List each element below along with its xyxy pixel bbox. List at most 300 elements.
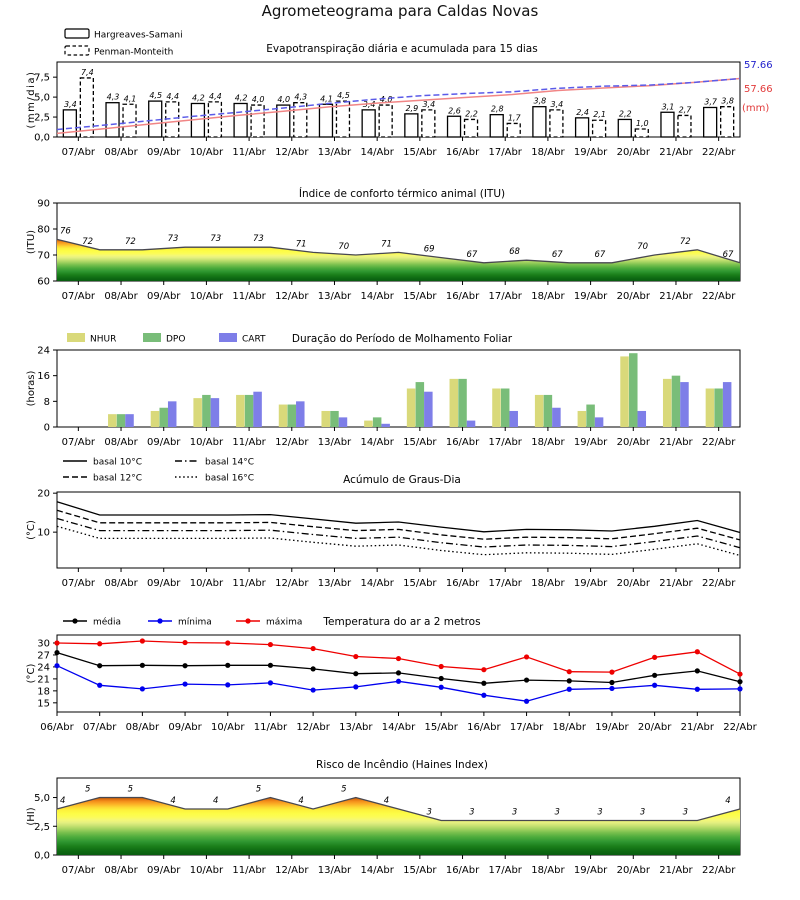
x-tick-label: 11/Abr [232,147,266,158]
x-tick-label: 21/Abr [659,291,693,302]
accumulated-unit-label: (mm) [742,103,770,114]
marker-média [225,663,230,668]
bar-cart [638,411,647,427]
bar-cart [467,421,476,427]
x-tick-label: 16/Abr [467,722,501,733]
y-tick-label: 16 [37,371,50,383]
x-tick-label: 08/Abr [104,147,138,158]
point-value-label: 3 [597,807,603,818]
x-tick-label: 19/Abr [573,291,608,302]
bar-hargreaves [704,107,717,137]
bar-hargreaves [106,103,119,137]
x-tick-label: 10/Abr [211,722,245,733]
bar-cart [381,424,390,427]
bar-dpo [245,395,254,427]
point-value-label: 72 [124,236,136,247]
bar-penman [422,110,435,137]
point-value-label: 3 [511,807,518,818]
bar-nhur [492,389,501,428]
marker-mínima [268,680,273,685]
legend-label: média [93,617,122,628]
x-tick-label: 18/Abr [531,147,565,158]
subplot-title: Duração do Período de Molhamento Foliar [291,333,513,345]
marker-mínima [524,699,529,704]
x-tick-label: 13/Abr [317,291,352,302]
x-tick-label: 11/Abr [232,291,266,302]
y-tick-label: 70 [37,250,50,262]
x-tick-label: 15/Abr [403,865,437,876]
y-tick-label: 15 [37,698,50,710]
subplot-title: Temperatura do ar a 2 metros [323,616,481,628]
marker-média [353,671,358,676]
bar-nhur [706,389,715,428]
bar-cart [595,417,604,427]
y-tick-label: 27 [37,650,50,662]
point-value-label: 3 [639,807,646,818]
x-tick-label: 07/Abr [61,865,96,876]
marker-mínima [311,687,316,692]
x-tick-label: 12/Abr [275,291,309,302]
marker-máxima [524,654,529,659]
marker-mínima [225,682,230,687]
x-tick-label: 09/Abr [147,291,181,302]
marker-máxima [609,670,614,675]
marker-máxima [695,649,700,654]
bar-hargreaves [277,105,290,137]
marker-mínima [140,686,145,691]
y-axis-label: (°C) [26,520,37,540]
point-value-label: 67 [551,249,563,260]
bar-penman [635,129,648,137]
legend-label: DPO [166,334,186,345]
point-value-label: 71 [381,239,392,250]
marker-média [311,666,316,671]
bar-hargreaves [618,119,631,137]
bar-value-label: 4,0 [251,95,265,105]
y-tick-label: 30 [37,638,50,650]
x-tick-label: 14/Abr [360,578,394,589]
bar-nhur [578,411,587,427]
y-tick-label: 7,5 [34,72,50,84]
penman-total-annotation: 57.66 [744,60,773,71]
x-tick-label: 19/Abr [595,722,629,733]
bar-dpo [629,353,638,427]
x-tick-label: 18/Abr [531,437,565,448]
bar-nhur [108,414,117,427]
legend-swatch [67,333,85,342]
bar-value-label: 1,0 [635,119,649,129]
point-value-label: 3 [426,807,432,818]
bar-penman [379,105,392,137]
bar-value-label: 4,1 [123,94,137,104]
chart-haines [26,759,740,876]
point-value-label: 3 [554,807,560,818]
x-tick-label: 20/Abr [616,865,650,876]
x-tick-label: 08/Abr [104,865,138,876]
marker-média [396,670,401,675]
y-tick-label: 24 [37,345,50,357]
x-tick-label: 14/Abr [360,147,394,158]
x-tick-label: 20/Abr [616,291,650,302]
bar-nhur [450,379,459,427]
x-tick-label: 15/Abr [403,437,437,448]
legend-swatch [143,333,161,342]
legend-label: Hargreaves-Samani [94,30,183,41]
legend-label: basal 10°C [93,457,143,468]
x-tick-label: 09/Abr [147,437,181,448]
x-tick-label: 11/Abr [232,578,266,589]
bar-value-label: 4,4 [166,91,180,101]
legend-label: basal 16°C [205,473,255,484]
bar-penman [208,102,221,137]
x-tick-label: 17/Abr [509,722,544,733]
y-tick-label: 0,0 [34,850,50,862]
x-tick-label: 14/Abr [360,865,394,876]
x-tick-label: 12/Abr [275,147,309,158]
y-axis-label: (°C) [26,663,37,684]
point-value-label: 72 [679,236,691,247]
bar-value-label: 4,1 [320,94,333,104]
x-tick-label: 22/Abr [723,722,757,733]
chart-leaf-wetness [26,333,740,448]
point-value-label: 76 [60,226,71,237]
marker-média [268,663,273,668]
point-value-label: 73 [253,234,264,245]
bar-hargreaves [661,112,674,137]
x-tick-label: 08/Abr [104,291,138,302]
y-axis-label: (ITU) [26,229,37,255]
bar-value-label: 2,6 [448,106,461,116]
bar-nhur [193,398,202,427]
y-axis-label: (horas) [26,370,37,407]
point-value-label: 3 [682,807,689,818]
bar-hargreaves [448,116,461,137]
bar-value-label: 2,9 [405,103,419,113]
subplot-title: Evapotranspiração diária e acumulada para 15 dias [266,43,538,55]
x-tick-label: 10/Abr [189,147,224,158]
bar-value-label: 2,7 [678,105,692,115]
x-tick-label: 22/Abr [701,865,736,876]
x-tick-label: 18/Abr [531,865,565,876]
bar-cart [211,398,220,427]
bar-value-label: 3,8 [721,96,735,106]
legend-marker [157,618,162,623]
x-tick-label: 13/Abr [317,578,352,589]
x-tick-label: 08/Abr [125,722,160,733]
x-tick-label: 19/Abr [573,578,608,589]
marker-máxima [268,642,273,647]
bar-value-label: 3,1 [661,102,675,112]
x-tick-label: 20/Abr [616,437,650,448]
bar-value-label: 4,2 [234,93,248,103]
marker-máxima [182,640,187,645]
legend-swatch [219,333,237,342]
hargreaves-total-annotation: 57.66 [744,84,773,95]
bar-value-label: 7,4 [80,67,94,77]
bar-nhur [364,421,373,427]
bar-cart [552,408,561,427]
bar-cart [339,417,348,427]
point-value-label: 71 [295,239,307,250]
x-tick-label: 10/Abr [189,291,224,302]
marker-mínima [182,681,187,686]
bar-cart [168,401,177,427]
x-tick-label: 14/Abr [381,722,416,733]
x-tick-label: 20/Abr [616,578,650,589]
bar-value-label: 3,7 [704,97,718,107]
x-tick-label: 07/Abr [61,437,96,448]
area-fill [57,798,740,856]
x-tick-label: 15/Abr [403,147,437,158]
x-tick-label: 20/Abr [616,147,650,158]
marker-mínima [609,686,614,691]
legend-label: basal 14°C [205,457,255,468]
bar-value-label: 4,5 [149,91,163,101]
bar-dpo [202,395,211,427]
bar-cart [253,392,262,427]
marker-máxima [652,655,657,660]
page-title: Agrometeograma para Caldas Novas [261,2,539,20]
x-tick-label: 19/Abr [573,437,608,448]
bar-value-label: 4,5 [337,91,350,101]
y-tick-label: 20 [37,488,50,500]
point-value-label: 67 [594,249,606,260]
bar-penman [550,110,563,137]
marker-máxima [54,640,59,645]
bar-dpo [672,376,681,427]
legend-label: Penman-Monteith [94,47,174,58]
x-tick-label: 07/Abr [82,722,117,733]
bar-value-label: 4,0 [277,95,291,105]
y-tick-label: 5,0 [34,793,50,805]
x-tick-label: 22/Abr [701,147,736,158]
marker-média [652,673,657,678]
bar-nhur [321,411,330,427]
marker-mínima [567,687,572,692]
x-tick-label: 10/Abr [189,578,224,589]
bar-dpo [586,405,595,427]
x-tick-label: 11/Abr [232,865,266,876]
marker-mínima [97,683,102,688]
bar-dpo [714,389,723,428]
y-tick-label: 18 [37,686,50,698]
x-tick-label: 17/Abr [488,437,522,448]
y-tick-label: 5,0 [34,92,50,104]
bar-hargreaves [362,110,375,137]
x-tick-label: 15/Abr [403,578,437,589]
point-value-label: 70 [338,242,350,252]
x-tick-label: 14/Abr [360,291,394,302]
x-tick-label: 21/Abr [659,437,693,448]
bar-cart [723,382,732,427]
marker-máxima [311,646,316,651]
marker-máxima [439,664,444,669]
marker-média [695,668,700,673]
marker-média [140,663,145,668]
x-tick-label: 15/Abr [403,291,437,302]
legend-label: NHUR [90,334,117,345]
legend-swatch [65,46,89,55]
bar-dpo [544,395,553,427]
y-tick-label: 80 [37,224,50,236]
marker-média [737,679,742,684]
legend-swatch [65,29,89,38]
subplot-title: Acúmulo de Graus-Dia [343,474,461,486]
bar-cart [424,392,433,427]
x-tick-label: 13/Abr [317,147,352,158]
point-value-label: 73 [167,234,179,245]
y-tick-label: 24 [37,662,50,674]
bar-value-label: 3,4 [63,99,77,109]
legend-label: mínima [178,617,212,628]
x-tick-label: 16/Abr [445,437,480,448]
marker-mínima [652,683,657,688]
x-tick-label: 09/Abr [147,865,181,876]
x-tick-label: 14/Abr [360,437,394,448]
marker-mínima [54,663,59,668]
bar-hargreaves [576,118,589,137]
x-tick-label: 22/Abr [701,291,736,302]
chart-itu [26,187,740,302]
x-tick-label: 17/Abr [488,147,522,158]
bar-nhur [535,395,544,427]
point-value-label: 4 [170,796,176,807]
marker-mínima [439,685,444,690]
point-value-label: 70 [637,242,649,252]
y-axis-label: (HI) [26,807,37,826]
point-value-label: 5 [255,784,262,795]
point-value-label: 4 [298,796,304,807]
bar-nhur [663,379,672,427]
bar-value-label: 4,4 [209,91,222,101]
x-tick-label: 12/Abr [275,865,309,876]
y-tick-label: 8 [43,396,50,408]
bar-value-label: 1,7 [507,113,521,123]
point-value-label: 69 [423,244,435,255]
bar-value-label: 2,8 [490,104,504,114]
bar-nhur [620,356,629,427]
point-value-label: 5 [84,784,91,795]
marker-média [97,663,102,668]
x-tick-label: 17/Abr [488,578,522,589]
marker-média [567,678,572,683]
bar-hargreaves [490,115,503,137]
x-tick-label: 07/Abr [61,147,96,158]
point-value-label: 5 [127,784,134,795]
bar-value-label: 2,2 [465,109,478,119]
bar-value-label: 2,1 [593,110,606,120]
marker-média [524,677,529,682]
bar-nhur [407,389,416,428]
x-tick-label: 11/Abr [253,722,288,733]
bar-penman [721,107,734,137]
x-tick-label: 22/Abr [701,578,736,589]
point-value-label: 68 [509,247,520,258]
x-tick-label: 12/Abr [275,437,309,448]
x-tick-label: 13/Abr [339,722,373,733]
x-tick-label: 17/Abr [488,291,522,302]
bar-penman [80,78,93,137]
x-tick-label: 17/Abr [488,865,522,876]
x-tick-label: 09/Abr [147,147,181,158]
bar-value-label: 4,3 [294,92,308,102]
bar-nhur [151,411,160,427]
marker-mínima [396,679,401,684]
bar-cart [680,382,689,427]
x-tick-label: 06/Abr [40,722,74,733]
bar-cart [509,411,518,427]
y-axis-label: (mm/dia) [26,70,37,129]
bar-dpo [501,389,510,428]
point-value-label: 4 [725,796,731,807]
bar-dpo [159,408,168,427]
y-tick-label: 10 [37,527,50,539]
marker-máxima [140,638,145,643]
x-tick-label: 07/Abr [61,291,96,302]
bar-dpo [117,414,126,427]
x-tick-label: 11/Abr [232,437,266,448]
bar-cart [296,401,305,427]
point-value-label: 72 [82,236,94,247]
bar-value-label: 3,4 [362,99,376,109]
marker-mínima [353,684,358,689]
x-tick-label: 10/Abr [189,865,224,876]
bar-value-label: 3,4 [422,99,436,109]
x-tick-label: 16/Abr [445,147,480,158]
bar-dpo [330,411,339,427]
bar-hargreaves [234,103,247,137]
marker-máxima [567,669,572,674]
marker-máxima [396,656,401,661]
bar-value-label: 2,4 [576,107,589,117]
bar-cart [125,414,134,427]
bar-dpo [416,382,425,427]
y-tick-label: 2,5 [34,112,50,124]
x-tick-label: 21/Abr [659,865,693,876]
x-tick-label: 19/Abr [573,147,608,158]
marker-média [481,681,486,686]
bar-value-label: 3,4 [550,99,564,109]
x-tick-label: 16/Abr [445,291,480,302]
bar-nhur [279,405,288,427]
point-value-label: 73 [210,234,222,245]
x-tick-label: 13/Abr [317,865,352,876]
bar-penman [507,123,520,137]
legend-label: basal 12°C [93,473,143,484]
point-value-label: 4 [383,796,390,807]
x-tick-label: 18/Abr [531,578,565,589]
point-value-label: 5 [341,784,347,795]
y-tick-label: 90 [37,198,50,210]
x-tick-label: 15/Abr [424,722,458,733]
bar-penman [465,119,478,137]
legend-label: máxima [266,617,303,628]
x-tick-label: 16/Abr [445,578,480,589]
y-tick-label: 21 [37,674,50,686]
point-value-label: 4 [213,796,219,807]
x-tick-label: 21/Abr [659,147,693,158]
bar-penman [294,103,307,137]
legend-marker [72,618,77,623]
bar-penman [123,104,136,137]
point-value-label: 67 [466,249,478,260]
marker-máxima [97,641,102,646]
legend-marker [245,618,250,623]
y-tick-label: 60 [37,276,50,288]
x-tick-label: 18/Abr [531,291,565,302]
bar-dpo [458,379,467,427]
x-tick-label: 12/Abr [296,722,330,733]
